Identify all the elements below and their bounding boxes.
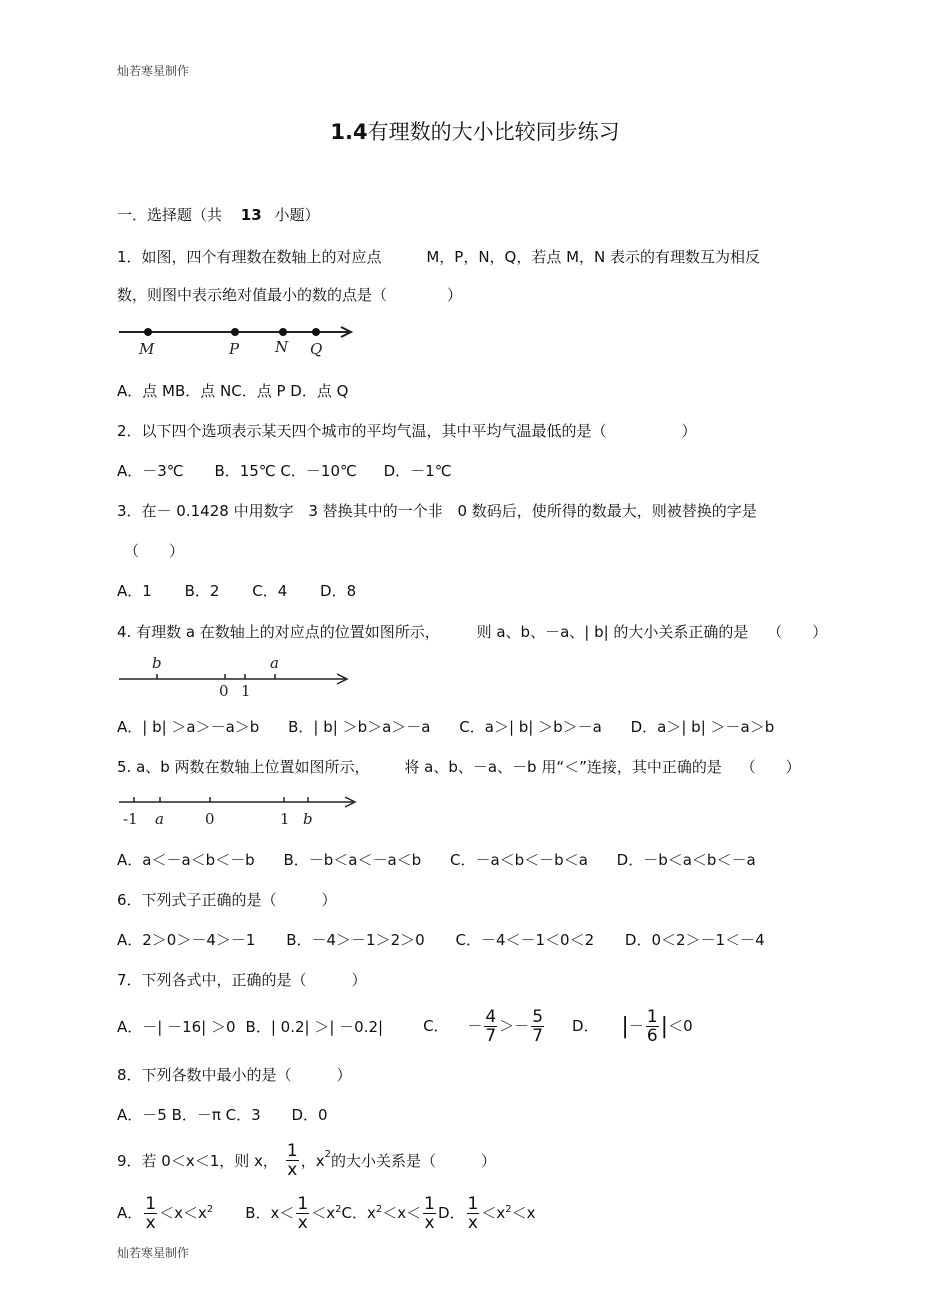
q3-option-d: D．8	[320, 582, 357, 600]
q1-point-q	[312, 328, 320, 336]
q9-frac-num: 1	[286, 1140, 298, 1161]
q5-label-a: a	[155, 810, 164, 828]
q6-options	[117, 929, 765, 950]
q7-option-b: B．| 0.2| ＞| －0.2|	[245, 1017, 384, 1036]
q5-label-b: b	[303, 810, 313, 828]
title-text: 有理数的大小比较同步练习	[367, 120, 620, 144]
q1-label-m: M	[139, 340, 155, 358]
q4-stem-c: （ ）	[767, 623, 828, 641]
q9-c-label: C．x	[341, 1203, 376, 1222]
q9-sup: 2	[324, 1148, 332, 1160]
q4-label-b: b	[152, 654, 162, 672]
q5-option-b: B．－b＜a＜－a＜b	[283, 851, 422, 869]
q9-d-den: x	[467, 1212, 478, 1233]
q7-d-num: 1	[646, 1006, 658, 1027]
q8-option-abc: A．－5 B．－π C．3	[117, 1106, 261, 1124]
q2-option-d: D．－1℃	[383, 462, 452, 480]
q9-option-d	[438, 1195, 536, 1232]
q5-option-a: A．a＜－a＜b＜－b	[117, 851, 255, 869]
q4-label-1: 1	[241, 682, 251, 698]
page-title	[0, 116, 950, 146]
q4-options	[117, 716, 774, 737]
q9-b-frac	[296, 1195, 309, 1232]
q9-a-num: 1	[145, 1193, 157, 1214]
q2-options	[117, 460, 452, 481]
q6-stem: 6．下列式子正确的是（ ）	[117, 891, 337, 909]
q9-option-b	[245, 1195, 341, 1232]
q4-stem-a: 4. 有理数 a 在数轴上的对应点的位置如图所示，	[117, 623, 440, 641]
q3-stem-c: 0 数码后，使所得的数最大，则被替换的字是	[457, 502, 757, 520]
section-prefix: 一．选择题（共	[117, 206, 223, 224]
q9-b-sup: 2	[335, 1203, 342, 1215]
q9-stem	[117, 1138, 496, 1182]
q7-d-frac	[646, 1008, 659, 1045]
q9-c-den: x	[424, 1212, 435, 1233]
q7-c-num1: 4	[485, 1006, 497, 1027]
q9-a-sup: 2	[206, 1203, 214, 1215]
q5-stem-b: 将 a、b、－a、－b 用“＜”连接，其中正确的是	[404, 758, 722, 776]
section-suffix: 小题）	[274, 206, 320, 224]
q1-stem-a: 1．如图，四个有理数在数轴上的对应点	[117, 248, 382, 266]
q9-a-den: x	[145, 1212, 156, 1233]
q3-options	[117, 580, 356, 601]
q4-option-b: B．| b| ＞b＞a＞－a	[288, 718, 431, 736]
q7-c-den1: 7	[485, 1025, 497, 1046]
q6-option-c: C．－4＜－1＜0＜2	[455, 931, 595, 949]
q9-frac-den: x	[287, 1159, 298, 1180]
q4-stem	[117, 621, 827, 642]
section-count: 13	[240, 206, 262, 224]
q4-option-d: D．a＞| b| ＞－a＞b	[630, 718, 775, 736]
q9-stem-c: 的大小关系是（ ）	[331, 1151, 497, 1170]
q7-c-num2: 5	[532, 1006, 544, 1027]
title-number: 1.4	[330, 120, 368, 144]
q6-option-d: D．0＜2＞－1＜－4	[624, 931, 765, 949]
q3-stem	[117, 500, 757, 521]
q2-option-a: A．－3℃	[117, 462, 184, 480]
q5-stem	[117, 756, 801, 777]
q5-option-c: C．－a＜b＜－b＜a	[449, 851, 588, 869]
q5-number-line	[117, 790, 363, 828]
q3-option-c: C．4	[252, 582, 288, 600]
q3-stem-a: 3．在－ 0.1428 中用数字	[117, 502, 294, 520]
q9-a-tail: ＜x＜x	[159, 1203, 207, 1222]
q9-c-frac	[423, 1195, 436, 1232]
q7-d-tail: ＜0	[668, 1016, 693, 1035]
page-header: 灿若寒星制作	[117, 64, 190, 78]
q1-label-q: Q	[310, 340, 323, 358]
q9-b-num: 1	[297, 1193, 309, 1214]
q3-option-b: B．2	[184, 582, 220, 600]
q7-c-minus: －	[467, 1016, 483, 1035]
q7-d-label: D．	[572, 1016, 599, 1035]
q9-a-label: A．	[117, 1203, 143, 1222]
page-footer: 灿若寒星制作	[117, 1246, 190, 1260]
q9-c-tail: ＜x＜	[382, 1203, 422, 1222]
q9-frac	[286, 1142, 299, 1179]
q4-label-a: a	[270, 654, 279, 672]
q9-c-sup: 2	[375, 1203, 383, 1215]
q4-number-line	[117, 652, 357, 698]
q1-options: A．点 MB．点 NC．点 P D．点 Q	[117, 382, 349, 400]
q1-label-p: P	[229, 340, 240, 358]
section-heading	[117, 204, 319, 225]
q7-option-a: A．－| －16| ＞0	[117, 1017, 236, 1036]
q9-b-den: x	[297, 1212, 308, 1233]
q6-option-a: A．2＞0＞－4＞－1	[117, 931, 256, 949]
q1-label-n: N	[275, 338, 289, 356]
q5-stem-a: 5. a、b 两数在数轴上位置如图所示，	[117, 758, 370, 776]
q5-label-1: 1	[280, 810, 290, 828]
q5-option-d: D．－b＜a＜b＜－a	[616, 851, 756, 869]
q7-d-bar-left: |	[621, 1013, 629, 1039]
q2-stem: 2．以下四个选项表示某天四个城市的平均气温，其中平均气温最低的是（ ）	[117, 422, 697, 440]
q1-stem-line1	[117, 246, 760, 267]
q5-stem-c: （ ）	[740, 758, 801, 776]
q1-number-line	[117, 322, 357, 358]
q8-stem: 8．下列各数中最小的是（ ）	[117, 1066, 352, 1084]
q7-stem: 7．下列各式中，正确的是（ ）	[117, 971, 367, 989]
q3-stem-2: （ ）	[124, 542, 185, 560]
q7-d-minus: －	[628, 1016, 644, 1035]
q9-a-frac	[144, 1195, 157, 1232]
q5-label-neg1: -1	[123, 810, 138, 828]
q8-options	[117, 1104, 328, 1125]
q1-stem-line2: 数，则图中表示绝对值最小的数的点是（ ）	[117, 286, 463, 304]
q1-point-m	[144, 328, 152, 336]
q7-option-c	[423, 1008, 546, 1045]
q7-c-den2: 7	[532, 1025, 544, 1046]
q9-option-c	[342, 1195, 438, 1232]
q9-d-sup: 2	[505, 1203, 512, 1215]
q1-point-p	[231, 328, 239, 336]
q6-option-b: B．－4＞－1＞2＞0	[286, 931, 425, 949]
q9-d-num: 1	[467, 1193, 479, 1214]
q3-option-a: A．1	[117, 582, 152, 600]
q4-option-c: C．a＞| b| ＞b＞－a	[459, 718, 602, 736]
q4-option-a: A．| b| ＞a＞－a＞b	[117, 718, 260, 736]
q5-options	[117, 849, 756, 870]
q7-c-gt: ＞－	[499, 1016, 530, 1035]
q8-option-d: D．0	[291, 1106, 328, 1124]
q9-d-frac	[467, 1195, 480, 1232]
q9-b-tail: ＜x	[311, 1203, 336, 1222]
q9-d-tail2: ＜x	[511, 1203, 536, 1222]
q5-label-0: 0	[205, 810, 215, 828]
q4-label-0: 0	[219, 682, 229, 698]
q9-d-tail: ＜x	[481, 1203, 506, 1222]
q9-d-label: D．	[437, 1203, 465, 1222]
q9-option-a	[117, 1195, 213, 1232]
q7-d-bar-right: |	[660, 1013, 669, 1039]
q3-stem-b: 3 替换其中的一个非	[308, 502, 443, 520]
q1-stem-b: M，P，N，Q，若点 M，N 表示的有理数互为相反	[426, 248, 761, 266]
q4-stem-b: 则 a、b、－a、| b| 的大小关系正确的是	[476, 623, 749, 641]
q1-point-n	[279, 328, 287, 336]
q9-c-num: 1	[424, 1193, 435, 1214]
q7-d-den: 6	[646, 1025, 658, 1046]
q7-c-frac1	[484, 1008, 497, 1045]
q9-stem-b: ，x	[300, 1151, 325, 1170]
q7-c-frac2	[531, 1008, 544, 1045]
q7-options	[117, 1004, 693, 1048]
q9-options	[117, 1190, 536, 1236]
q9-b-label: B．x＜	[245, 1203, 295, 1222]
q7-option-d	[572, 1008, 693, 1045]
q7-c-label: C．	[423, 1016, 449, 1035]
q9-stem-a: 9．若 0＜x＜1，则 x，	[117, 1151, 278, 1170]
q2-option-bc: B．15℃ C．－10℃	[214, 462, 357, 480]
